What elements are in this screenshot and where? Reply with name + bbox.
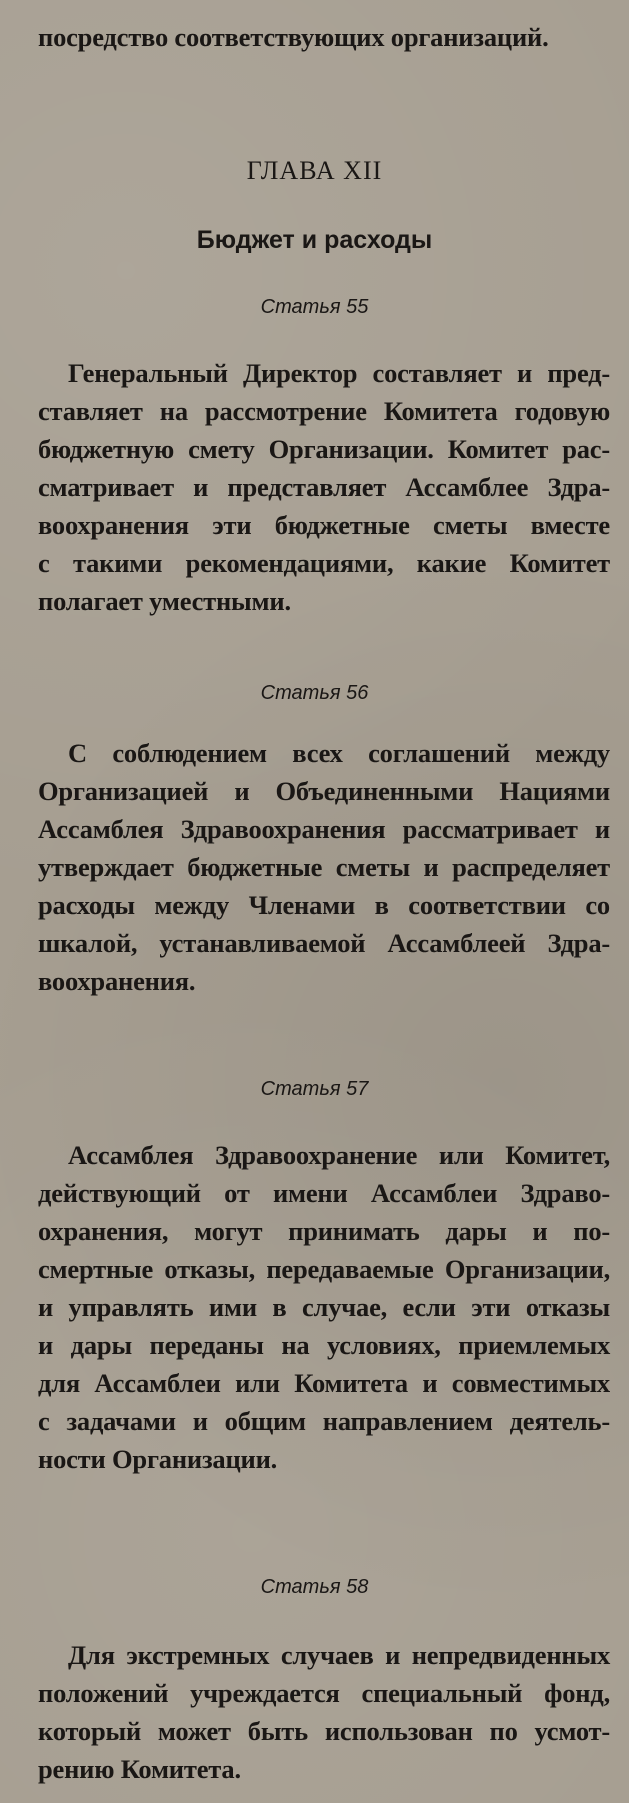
article-line: рению Комитета. xyxy=(38,1754,241,1784)
article-line: воохранения. xyxy=(38,966,196,996)
article-line: Генеральный Директор составляет и пред- xyxy=(68,358,610,388)
article-line: охранения, могут принимать дары и по- xyxy=(38,1216,610,1246)
article-57-heading: Статья 57 xyxy=(260,1078,369,1100)
article-line: полагает уместными. xyxy=(38,586,291,616)
article-55-heading: Статья 55 xyxy=(260,296,369,318)
article-line: Организацией и Объединенными Нациями xyxy=(38,776,610,806)
article-line: и дары переданы на условиях, приемлемых xyxy=(38,1330,610,1360)
chapter-subtitle: Бюджет и расходы xyxy=(196,226,433,254)
article-line: утверждает бюджетные сметы и распределяет xyxy=(38,852,610,882)
article-line: Для экстремных случаев и непредвиденных xyxy=(68,1640,610,1670)
article-line: Ассамблея Здравоохранение или Комитет, xyxy=(68,1140,610,1170)
article-line: с задачами и общим направлением деятель- xyxy=(38,1406,610,1436)
article-56-heading: Статья 56 xyxy=(260,682,369,704)
article-line: действующий от имени Ассамблеи Здраво- xyxy=(38,1178,610,1208)
article-line: ставляет на рассмотрение Комитета годовую xyxy=(38,396,610,426)
article-line: шкалой, устанавливаемой Ассамблеей Здра- xyxy=(38,928,610,958)
article-line: воохранения эти бюджетные сметы вместе xyxy=(38,510,610,540)
article-line: ности Организации. xyxy=(38,1444,278,1474)
article-line: Ассамблея Здравоохранения рассматривает и xyxy=(38,814,610,844)
article-line: для Ассамблеи или Комитета и совместимых xyxy=(38,1368,610,1398)
article-58-heading: Статья 58 xyxy=(260,1576,369,1598)
article-line: С соблюдением всех соглашений между xyxy=(68,738,610,768)
article-line: смертные отказы, передаваемые Организации, xyxy=(38,1254,610,1284)
article-line: сматривает и представляет Ассамблее Здра- xyxy=(38,472,610,502)
article-line: расходы между Членами в соответствии со xyxy=(38,890,610,920)
article-line: и управлять ими в случае, если эти отказы xyxy=(38,1292,610,1322)
article-line: который может быть использован по усмот- xyxy=(38,1716,610,1746)
article-line: положений учреждается специальный фонд, xyxy=(38,1678,610,1708)
article-line: с такими рекомендациями, какие Комитет xyxy=(38,548,610,578)
chapter-title: ГЛАВА XII xyxy=(246,156,383,185)
continuation-line: посредство соответствующих организаций. xyxy=(38,22,549,52)
article-line: бюджетную смету Организации. Комитет рас- xyxy=(38,434,610,464)
